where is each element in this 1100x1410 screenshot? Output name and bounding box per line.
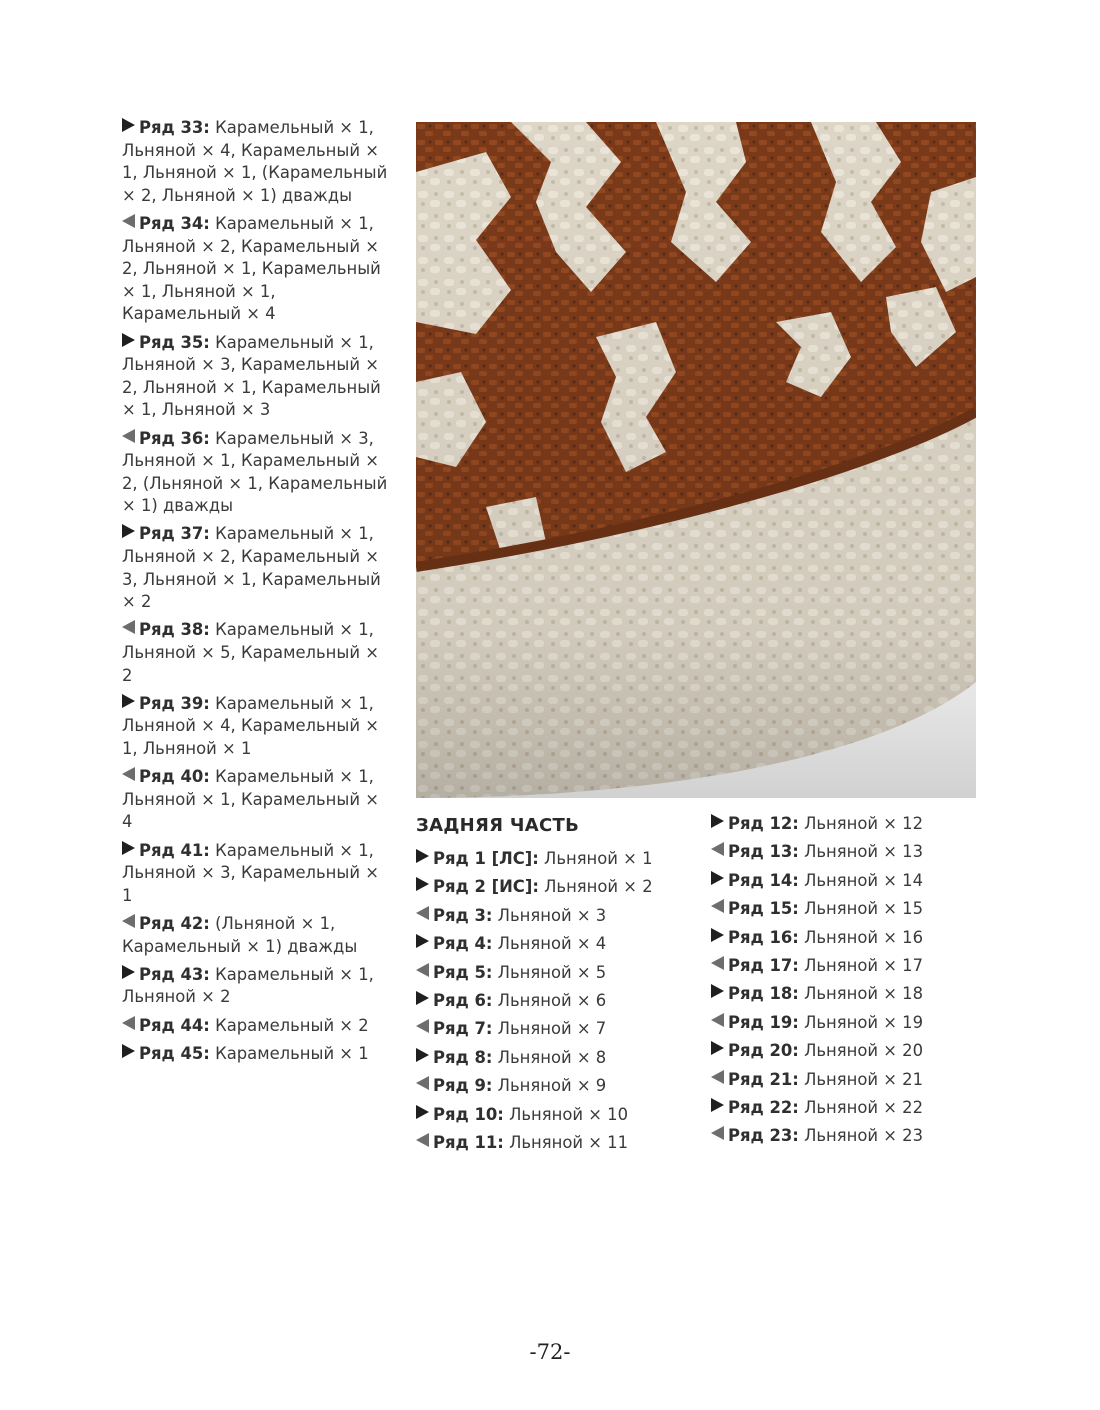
arrow-right-icon	[711, 871, 724, 885]
pattern-row-23: Ряд 23: Льняной × 23	[711, 1125, 991, 1153]
row-list-front-continued	[122, 117, 392, 1071]
pattern-row-40: Ряд 40: Карамельный × 1, Льняной × 1, Карамельный × 4	[122, 767, 379, 832]
arrow-right-icon	[416, 991, 429, 1005]
arrow-left-icon	[711, 1126, 724, 1140]
pattern-row-36: Ряд 36: Карамельный × 3, Льняной × 1, Карамельный × 2, (Льняной × 1, Карамельный × 1) дважды	[122, 428, 388, 516]
pattern-row-8: Ряд 8: Льняной × 8	[416, 1047, 696, 1075]
row-list-back-part-2	[711, 813, 991, 1154]
arrow-left-icon	[122, 1016, 135, 1030]
arrow-left-icon	[416, 1133, 429, 1147]
arrow-right-icon	[122, 118, 135, 132]
pattern-row-41: Ряд 41: Карамельный × 1, Льняной × 3, Карамельный × 1	[122, 840, 379, 905]
pattern-row-7: Ряд 7: Льняной × 7	[416, 1018, 696, 1046]
pattern-row-3: Ряд 3: Льняной × 3	[416, 905, 696, 933]
pattern-row-19: Ряд 19: Льняной × 19	[711, 1012, 991, 1040]
arrow-left-icon	[416, 906, 429, 920]
arrow-right-icon	[122, 333, 135, 347]
pattern-row-38: Ряд 38: Карамельный × 1, Льняной × 5, Карамельный × 2	[122, 620, 379, 685]
pattern-row-21: Ряд 21: Льняной × 21	[711, 1069, 991, 1097]
arrow-left-icon	[416, 1076, 429, 1090]
arrow-left-icon	[711, 899, 724, 913]
arrow-right-icon	[711, 1098, 724, 1112]
pattern-row-11: Ряд 11: Льняной × 11	[416, 1132, 696, 1160]
pattern-row-2: Ряд 2 [ИС]: Льняной × 2	[416, 876, 696, 904]
arrow-left-icon	[122, 429, 135, 443]
arrow-left-icon	[122, 214, 135, 228]
arrow-left-icon	[711, 842, 724, 856]
arrow-right-icon	[122, 694, 135, 708]
section-title-back: ЗАДНЯЯ ЧАСТЬ	[416, 815, 580, 836]
pattern-row-42: Ряд 42: (Льняной × 1, Карамельный × 1) дважды	[122, 913, 358, 956]
pattern-row-4: Ряд 4: Льняной × 4	[416, 933, 696, 961]
arrow-right-icon	[416, 1048, 429, 1062]
pattern-row-43: Ряд 43: Карамельный × 1, Льняной × 2	[122, 964, 374, 1007]
arrow-right-icon	[122, 524, 135, 538]
arrow-left-icon	[711, 1070, 724, 1084]
pattern-row-45: Ряд 45: Карамельный × 1	[122, 1043, 392, 1066]
arrow-right-icon	[122, 841, 135, 855]
arrow-right-icon	[416, 849, 429, 863]
pattern-row-12: Ряд 12: Льняной × 12	[711, 813, 991, 841]
pattern-row-16: Ряд 16: Льняной × 16	[711, 927, 991, 955]
pattern-row-20: Ряд 20: Льняной × 20	[711, 1040, 991, 1068]
pattern-row-17: Ряд 17: Льняной × 17	[711, 955, 991, 983]
pattern-row-33: Ряд 33: Карамельный × 1, Льняной × 4, Карамельный × 1, Льняной × 1, (Карамельный × 2, Льняной × 1) дважды	[122, 118, 388, 205]
arrow-left-icon	[711, 956, 724, 970]
arrow-right-icon	[122, 965, 135, 979]
row-list-back-part-1	[416, 848, 696, 1160]
arrow-left-icon	[122, 620, 135, 634]
arrow-right-icon	[711, 1041, 724, 1055]
pattern-row-9: Ряд 9: Льняной × 9	[416, 1075, 696, 1103]
crochet-pillow-photo	[416, 122, 976, 798]
arrow-left-icon	[122, 767, 135, 781]
crochet-texture-illustration	[416, 122, 976, 798]
pattern-row-18: Ряд 18: Льняной × 18	[711, 983, 991, 1011]
pattern-row-5: Ряд 5: Льняной × 5	[416, 962, 696, 990]
pattern-row-37: Ряд 37: Карамельный × 1, Льняной × 2, Карамельный × 3, Льняной × 1, Карамельный × 2	[122, 524, 381, 612]
pattern-row-15: Ряд 15: Льняной × 15	[711, 898, 991, 926]
arrow-right-icon	[711, 928, 724, 942]
arrow-right-icon	[122, 1044, 135, 1058]
pattern-row-6: Ряд 6: Льняной × 6	[416, 990, 696, 1018]
arrow-left-icon	[416, 1019, 429, 1033]
pattern-row-14: Ряд 14: Льняной × 14	[711, 870, 991, 898]
pattern-row-34: Ряд 34: Карамельный × 1, Льняной × 2, Карамельный × 2, Льняной × 1, Карамельный × 1, Льняной × 1, Карамельный × 4	[122, 213, 381, 324]
arrow-right-icon	[416, 934, 429, 948]
pattern-row-13: Ряд 13: Льняной × 13	[711, 841, 991, 869]
arrow-right-icon	[416, 1105, 429, 1119]
arrow-left-icon	[711, 1013, 724, 1027]
arrow-right-icon	[711, 814, 724, 828]
pattern-row-39: Ряд 39: Карамельный × 1, Льняной × 4, Карамельный × 1, Льняной × 1	[122, 693, 379, 758]
arrow-left-icon	[416, 963, 429, 977]
page-number: -72-	[529, 1340, 571, 1364]
arrow-left-icon	[122, 914, 135, 928]
pattern-row-22: Ряд 22: Льняной × 22	[711, 1097, 991, 1125]
pattern-row-10: Ряд 10: Льняной × 10	[416, 1104, 696, 1132]
arrow-right-icon	[416, 877, 429, 891]
pattern-row-1: Ряд 1 [ЛС]: Льняной × 1	[416, 848, 696, 876]
pattern-row-44: Ряд 44: Карамельный × 2	[122, 1015, 392, 1038]
pattern-row-35: Ряд 35: Карамельный × 1, Льняной × 3, Карамельный × 2, Льняной × 1, Карамельный × 1, Льняной × 3	[122, 332, 381, 420]
arrow-right-icon	[711, 984, 724, 998]
